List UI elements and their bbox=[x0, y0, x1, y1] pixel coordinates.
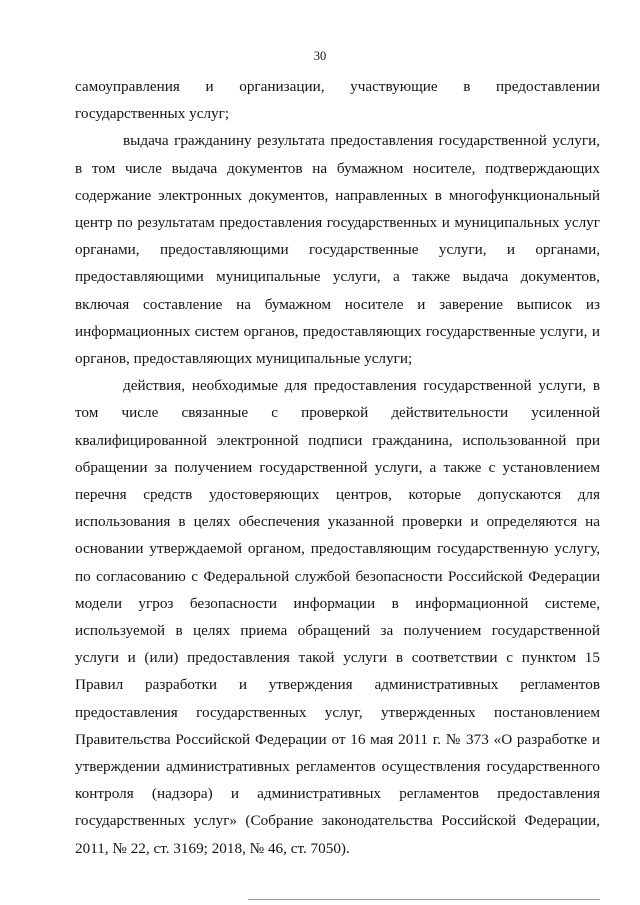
paragraph-signature-verification: действия, необходимые для предоставления государственной услуги, в том числе связанные с проверкой действительности усиленной квалифицированной электронной подписи гражданина, использованной при обращении за получением государственной услуги, а также с установлением перечня средств удостоверяющих центров, которые допускаются для использования в целях обеспечения указанной проверки и определяются на основании утверждаемой органом, предоставляющим государственную услугу, по согласованию с Федеральной службой безопасности Российской Федерации модели угроз безопасности информации в информационной системе, используемой в целях приема обращений за получением государственной услуги и (или) предоставления такой услуги в соответствии с пунктом 15 Правил разработки и утверждения административных регламентов предоставления государственных услуг, утвержденных постановлением Правительства Российской Федерации от 16 мая 2011 г. № 373 «О разработке и утверждении административных регламентов осуществления государственного контроля (надзора) и административных регламентов предоставления государственных услуг» (Собрание законодательства Российской Федерации, 2011, № 22, ст. 3169; 2018, № 46, ст. 7050). bbox=[75, 377, 600, 857]
bottom-divider bbox=[248, 899, 600, 900]
paragraph-continuation: самоуправления и организации, участвующие в предоставлении государственных услуг; bbox=[75, 78, 600, 123]
paragraph-result-delivery: выдача гражданину результата предоставления государственной услуги, в том числе выдача документов на бумажном носителе, подтверждающих содержание электронных документов, направленных в многофункциональный центр по результатам предоставления государственных и муниципальных услуг органами, предоставляющими государственные услуги, и органами, предоставляющими муниципальные услуги, а также выдача документов, включая составление на бумажном носителе и заверение выписок из информационных систем органов, предоставляющих государственные услуги, и органов, предоставляющих муниципальные услуги; bbox=[75, 132, 600, 368]
page-number: 30 bbox=[313, 49, 327, 63]
document-body bbox=[75, 73, 600, 862]
